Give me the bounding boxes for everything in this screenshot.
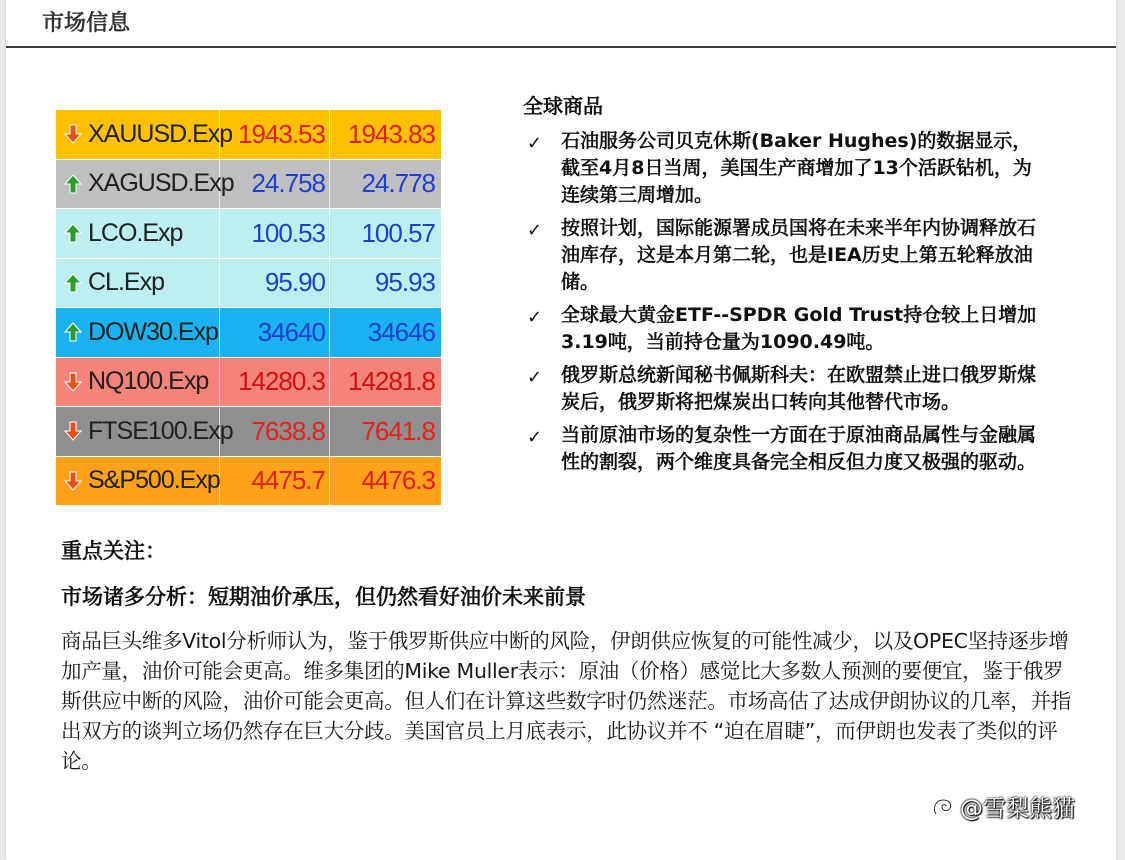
arrow-up-icon <box>64 223 82 243</box>
bid-price: 95.90 <box>220 259 330 308</box>
checkmark-icon: ✓ <box>527 220 543 241</box>
arrow-up-icon <box>64 174 82 194</box>
symbol-cell <box>56 209 220 258</box>
checkmark-icon: ✓ <box>527 307 543 328</box>
ask-price: 14281.8 <box>348 366 435 397</box>
symbol-cell <box>56 110 233 159</box>
watermark <box>930 790 1075 823</box>
news-text: 当前原油市场的复杂性一方面在于原油商品属性与金融属性的割裂，两个维度具备完全相反但力度又极强的驱动。 <box>561 424 1037 473</box>
table-row <box>56 259 441 309</box>
symbol-text: XAUUSD.Exp <box>88 119 233 148</box>
symbol-text: XAGUSD.Exp <box>88 169 234 198</box>
ask-price: 7641.8 <box>361 415 435 446</box>
section-header <box>6 0 1116 48</box>
xueqiu-logo-icon <box>930 794 956 820</box>
arrow-down-icon <box>64 471 82 491</box>
ask-price: 95.93 <box>374 267 435 298</box>
bid-price: 1943.53 <box>220 110 330 159</box>
page <box>6 0 1116 860</box>
global-commodities-title: 全球商品 <box>523 94 603 118</box>
symbol-cell <box>56 358 220 407</box>
table-row <box>56 358 441 408</box>
symbol-text: NQ100.Exp <box>88 367 209 396</box>
ask-price: 34646 <box>367 316 435 347</box>
checkmark-icon: ✓ <box>527 133 543 154</box>
bid-price: 4475.7 <box>220 457 330 506</box>
arrow-down-icon <box>64 124 82 144</box>
arrow-down-icon <box>64 372 82 392</box>
list-item <box>523 302 1043 356</box>
symbol-text: S&P500.Exp <box>88 466 220 495</box>
symbol-text: LCO.Exp <box>88 218 183 247</box>
symbol-cell <box>56 308 220 357</box>
focus-headline: 市场诸多分析：短期油价承压，但仍然看好油价未来前景 <box>61 585 586 609</box>
symbol-text: DOW30.Exp <box>88 317 218 346</box>
ask-price: 4476.3 <box>361 465 435 496</box>
commodity-news-list <box>523 128 1043 482</box>
checkmark-icon: ✓ <box>527 367 543 388</box>
news-text: 全球最大黄金ETF--SPDR Gold Trust持仓较上日增加3.19吨，当前持仓量为1090.49吨。 <box>561 304 1037 353</box>
symbol-text: FTSE100.Exp <box>88 416 233 445</box>
bid-price: 14280.3 <box>220 358 330 407</box>
symbol-cell <box>56 457 220 506</box>
quote-table <box>56 110 441 506</box>
section-title: 市场信息 <box>42 11 131 36</box>
arrow-down-icon <box>64 421 82 441</box>
table-row <box>56 457 441 507</box>
table-row <box>56 407 441 457</box>
focus-title: 重点关注： <box>61 539 166 563</box>
list-item <box>523 215 1043 296</box>
bid-price: 100.53 <box>220 209 330 258</box>
table-row <box>56 110 441 160</box>
checkmark-icon: ✓ <box>527 427 543 448</box>
ask-price: 24.778 <box>361 168 435 199</box>
table-row <box>56 160 441 210</box>
arrow-up-icon <box>64 273 82 293</box>
symbol-cell <box>56 407 233 456</box>
news-text: 石油服务公司贝克休斯(Baker Hughes)的数据显示，截至4月8日当周，美国生产商增加了13个活跃钻机，为连续第三周增加。 <box>561 130 1032 206</box>
bid-price: 24.758 <box>220 160 330 209</box>
list-item <box>523 362 1043 416</box>
table-row <box>56 308 441 358</box>
news-text: 俄罗斯总统新闻秘书佩斯科夫：在欧盟禁止进口俄罗斯煤炭后，俄罗斯将把煤炭出口转向其他替代市场。 <box>561 364 1037 413</box>
list-item <box>523 422 1043 476</box>
symbol-cell <box>56 259 220 308</box>
watermark-text: @雪梨熊猫 <box>960 796 1075 822</box>
table-row <box>56 209 441 259</box>
arrow-up-icon <box>64 322 82 342</box>
bid-price: 7638.8 <box>220 407 330 456</box>
news-text: 按照计划，国际能源署成员国将在未来半年内协调释放石油库存，这是本月第二轮，也是IEA历史上第五轮释放油储。 <box>561 217 1037 293</box>
bid-price: 34640 <box>220 308 330 357</box>
ask-price: 100.57 <box>361 217 435 248</box>
ask-price: 1943.83 <box>348 118 435 149</box>
focus-body: 商品巨头维多Vitol分析师认为，鉴于俄罗斯供应中断的风险，伊朗供应恢复的可能性减少，以及OPEC坚持逐步增加产量，油价可能会更高。维多集团的Mike Muller表示：原油（价格）感觉比大多数人预测的要便宜，鉴于俄罗斯供应中断的风险，油价可能会更高。但人们在计算这些数字时仍然迷茫。市场高估了达成伊朗协议的几率，并指出双方的谈判立场仍然存在巨大分歧。美国官员上月底表示，此协议并不 “迫在眉睫”，而伊朗也发表了类似的评论。 <box>61 629 1071 773</box>
symbol-cell <box>56 160 234 209</box>
symbol-text: CL.Exp <box>88 268 164 297</box>
list-item <box>523 128 1043 209</box>
